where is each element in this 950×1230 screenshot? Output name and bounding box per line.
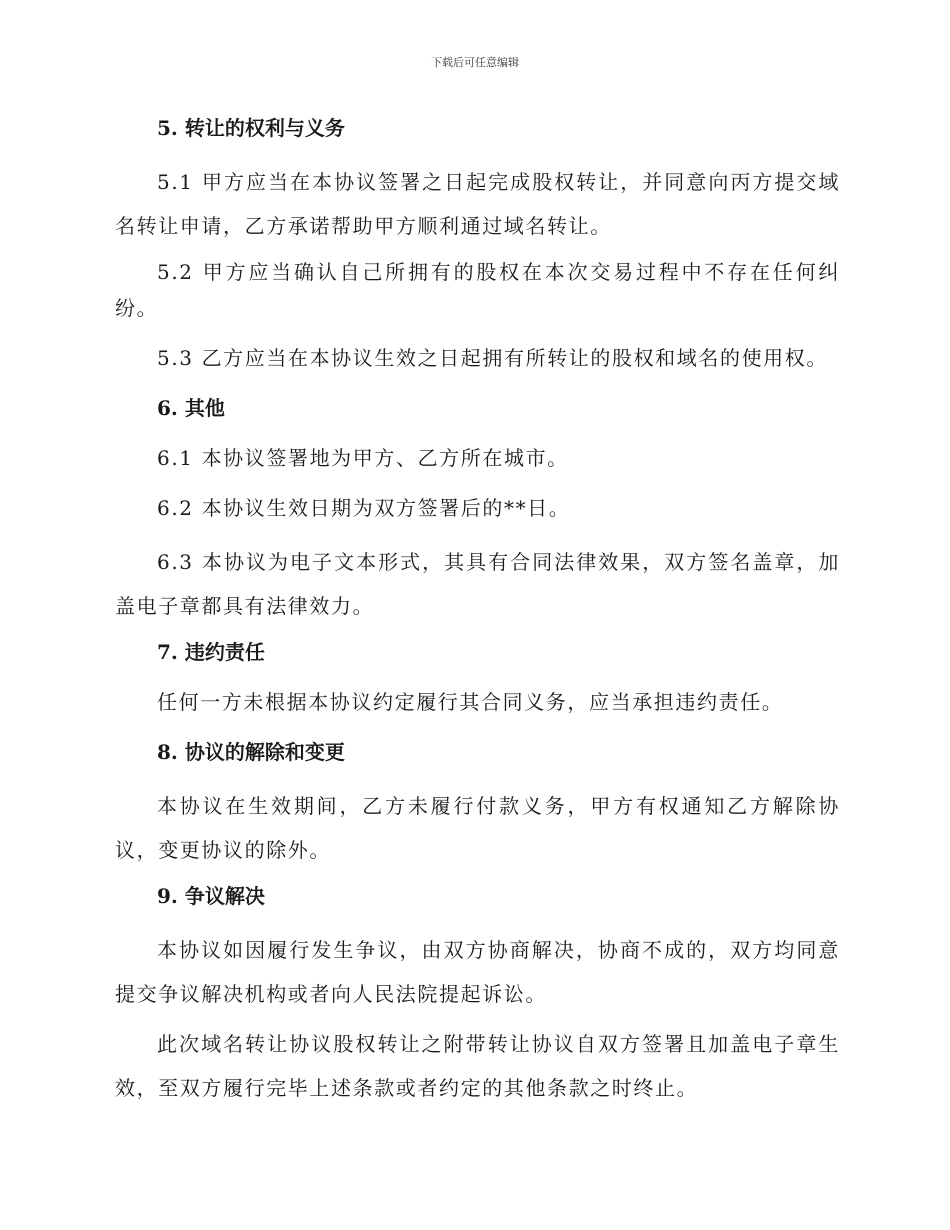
paragraph: 任何一方未根据本协议约定履行其合同义务，应当承担违约责任。 — [157, 690, 784, 714]
paragraph: 6.3 本协议为电子文本形式，其具有合同法律效果，双方签名盖章，加盖电子章都具有法律效力。 — [115, 550, 840, 618]
section-heading: 5. 转让的权利与义务 — [157, 116, 345, 140]
paragraph: 5.2 甲方应当确认自己所拥有的股权在本次交易过程中不存在任何纠纷。 — [115, 260, 840, 320]
page-header: 下载后可任意编辑 — [431, 56, 519, 69]
section-9 — [115, 878, 840, 1110]
paragraph: 此次域名转让协议股权转让之附带转让协议自双方签署且加盖电子章生效，至双方履行完毕上述条款或者约定的其他条款之时终止。 — [115, 1032, 840, 1100]
paragraph: 6.1 本协议签署地为甲方、乙方所在城市。 — [157, 446, 569, 470]
paragraph: 本协议如因履行发生争议，由双方协商解决，协商不成的，双方均同意提交争议解决机构或者向人民法院提起诉讼。 — [115, 938, 840, 1006]
paragraph: 6.2 本协议生效日期为双方签署后的**日。 — [157, 496, 571, 520]
section-heading: 7. 违约责任 — [157, 640, 265, 664]
section-8 — [115, 734, 840, 872]
paragraph: 5.3 乙方应当在本协议生效之日起拥有所转让的股权和域名的使用权。 — [157, 346, 828, 370]
document-body — [115, 110, 840, 1116]
section-6 — [115, 390, 840, 628]
section-heading: 8. 协议的解除和变更 — [157, 740, 345, 764]
section-7 — [115, 634, 840, 720]
section-heading: 9. 争议解决 — [157, 884, 265, 908]
section-5 — [115, 110, 840, 376]
paragraph: 本协议在生效期间，乙方未履行付款义务，甲方有权通知乙方解除协议，变更协议的除外。 — [115, 794, 840, 862]
paragraph: 5.1 甲方应当在本协议签署之日起完成股权转让，并同意向丙方提交域名转让申请，乙方承诺帮助甲方顺利通过域名转让。 — [115, 170, 840, 238]
section-heading: 6. 其他 — [157, 396, 225, 420]
